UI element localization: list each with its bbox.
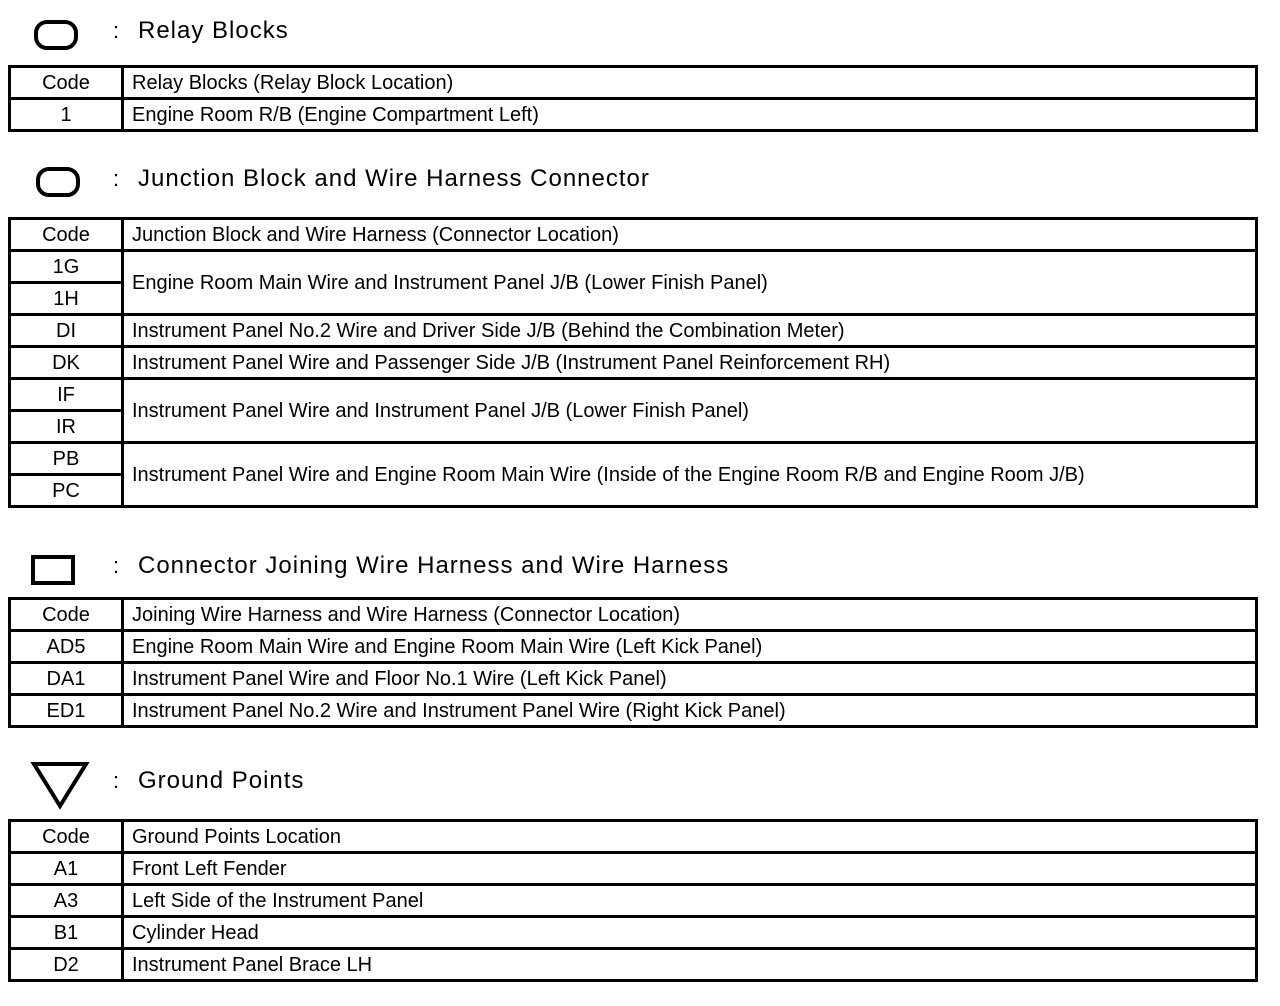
ground-points-table bbox=[8, 819, 1258, 982]
joining-connector-heading bbox=[0, 549, 1280, 589]
table-row bbox=[10, 631, 1257, 663]
heading-colon: : bbox=[113, 768, 120, 793]
code-header: Code bbox=[10, 219, 123, 251]
desc-cell: Cylinder Head bbox=[123, 917, 1257, 949]
desc-header: Joining Wire Harness and Wire Harness (Connector Location) bbox=[123, 599, 1257, 631]
heading-colon: : bbox=[113, 553, 120, 578]
table-header-row bbox=[10, 599, 1257, 631]
desc-cell: Front Left Fender bbox=[123, 853, 1257, 885]
code-cell: IR bbox=[10, 411, 123, 443]
heading-colon: : bbox=[113, 166, 120, 191]
relay-blocks-table bbox=[8, 65, 1258, 132]
desc-cell: Instrument Panel Wire and Instrument Panel J/B (Lower Finish Panel) bbox=[123, 379, 1257, 443]
table-row bbox=[10, 347, 1257, 379]
table-row bbox=[10, 99, 1257, 131]
table-row bbox=[10, 917, 1257, 949]
table-row bbox=[10, 251, 1257, 283]
section-title: Junction Block and Wire Harness Connector bbox=[138, 165, 650, 192]
table-row bbox=[10, 315, 1257, 347]
relay-blocks-heading bbox=[0, 14, 1280, 54]
code-cell: D2 bbox=[10, 949, 123, 981]
desc-cell: Instrument Panel No.2 Wire and Driver Side J/B (Behind the Combination Meter) bbox=[123, 315, 1257, 347]
code-cell: 1G bbox=[10, 251, 123, 283]
code-header: Code bbox=[10, 599, 123, 631]
rounded-box-icon bbox=[36, 167, 80, 197]
joining-connector-table bbox=[8, 597, 1258, 728]
code-cell: A1 bbox=[10, 853, 123, 885]
section-title: Connector Joining Wire Harness and Wire Harness bbox=[138, 552, 730, 579]
code-cell: B1 bbox=[10, 917, 123, 949]
desc-cell: Instrument Panel Wire and Floor No.1 Wire (Left Kick Panel) bbox=[123, 663, 1257, 695]
junction-block-heading bbox=[0, 162, 1280, 202]
desc-cell: Left Side of the Instrument Panel bbox=[123, 885, 1257, 917]
desc-header: Ground Points Location bbox=[123, 821, 1257, 853]
table-row bbox=[10, 695, 1257, 727]
code-cell: PC bbox=[10, 475, 123, 507]
heading-colon: : bbox=[113, 18, 120, 43]
desc-cell: Engine Room Main Wire and Instrument Panel J/B (Lower Finish Panel) bbox=[123, 251, 1257, 315]
desc-cell: Instrument Panel Brace LH bbox=[123, 949, 1257, 981]
down-triangle-icon bbox=[30, 760, 90, 812]
section-title: Relay Blocks bbox=[138, 17, 289, 44]
code-header: Code bbox=[10, 67, 123, 99]
desc-cell: Instrument Panel Wire and Passenger Side J/B (Instrument Panel Reinforcement RH) bbox=[123, 347, 1257, 379]
desc-header: Relay Blocks (Relay Block Location) bbox=[123, 67, 1257, 99]
code-cell: ED1 bbox=[10, 695, 123, 727]
table-row bbox=[10, 443, 1257, 475]
table-row bbox=[10, 949, 1257, 981]
code-cell: IF bbox=[10, 379, 123, 411]
table-header-row bbox=[10, 219, 1257, 251]
table-header-row bbox=[10, 67, 1257, 99]
table-row bbox=[10, 379, 1257, 411]
code-header: Code bbox=[10, 821, 123, 853]
table-header-row bbox=[10, 821, 1257, 853]
junction-block-table bbox=[8, 217, 1258, 508]
rounded-box-icon bbox=[34, 20, 78, 50]
ground-points-heading bbox=[0, 760, 1280, 800]
code-cell: AD5 bbox=[10, 631, 123, 663]
code-cell: 1H bbox=[10, 283, 123, 315]
code-cell: DA1 bbox=[10, 663, 123, 695]
code-cell: 1 bbox=[10, 99, 123, 131]
code-cell: PB bbox=[10, 443, 123, 475]
desc-cell: Instrument Panel No.2 Wire and Instrument Panel Wire (Right Kick Panel) bbox=[123, 695, 1257, 727]
table-row bbox=[10, 663, 1257, 695]
table-row bbox=[10, 853, 1257, 885]
code-cell: DI bbox=[10, 315, 123, 347]
desc-cell: Engine Room R/B (Engine Compartment Left) bbox=[123, 99, 1257, 131]
table-row bbox=[10, 885, 1257, 917]
rectangle-icon bbox=[31, 555, 75, 585]
desc-header: Junction Block and Wire Harness (Connector Location) bbox=[123, 219, 1257, 251]
desc-cell: Instrument Panel Wire and Engine Room Main Wire (Inside of the Engine Room R/B and Engine Room J/B) bbox=[123, 443, 1257, 507]
code-cell: DK bbox=[10, 347, 123, 379]
section-title: Ground Points bbox=[138, 767, 305, 794]
code-cell: A3 bbox=[10, 885, 123, 917]
desc-cell: Engine Room Main Wire and Engine Room Main Wire (Left Kick Panel) bbox=[123, 631, 1257, 663]
